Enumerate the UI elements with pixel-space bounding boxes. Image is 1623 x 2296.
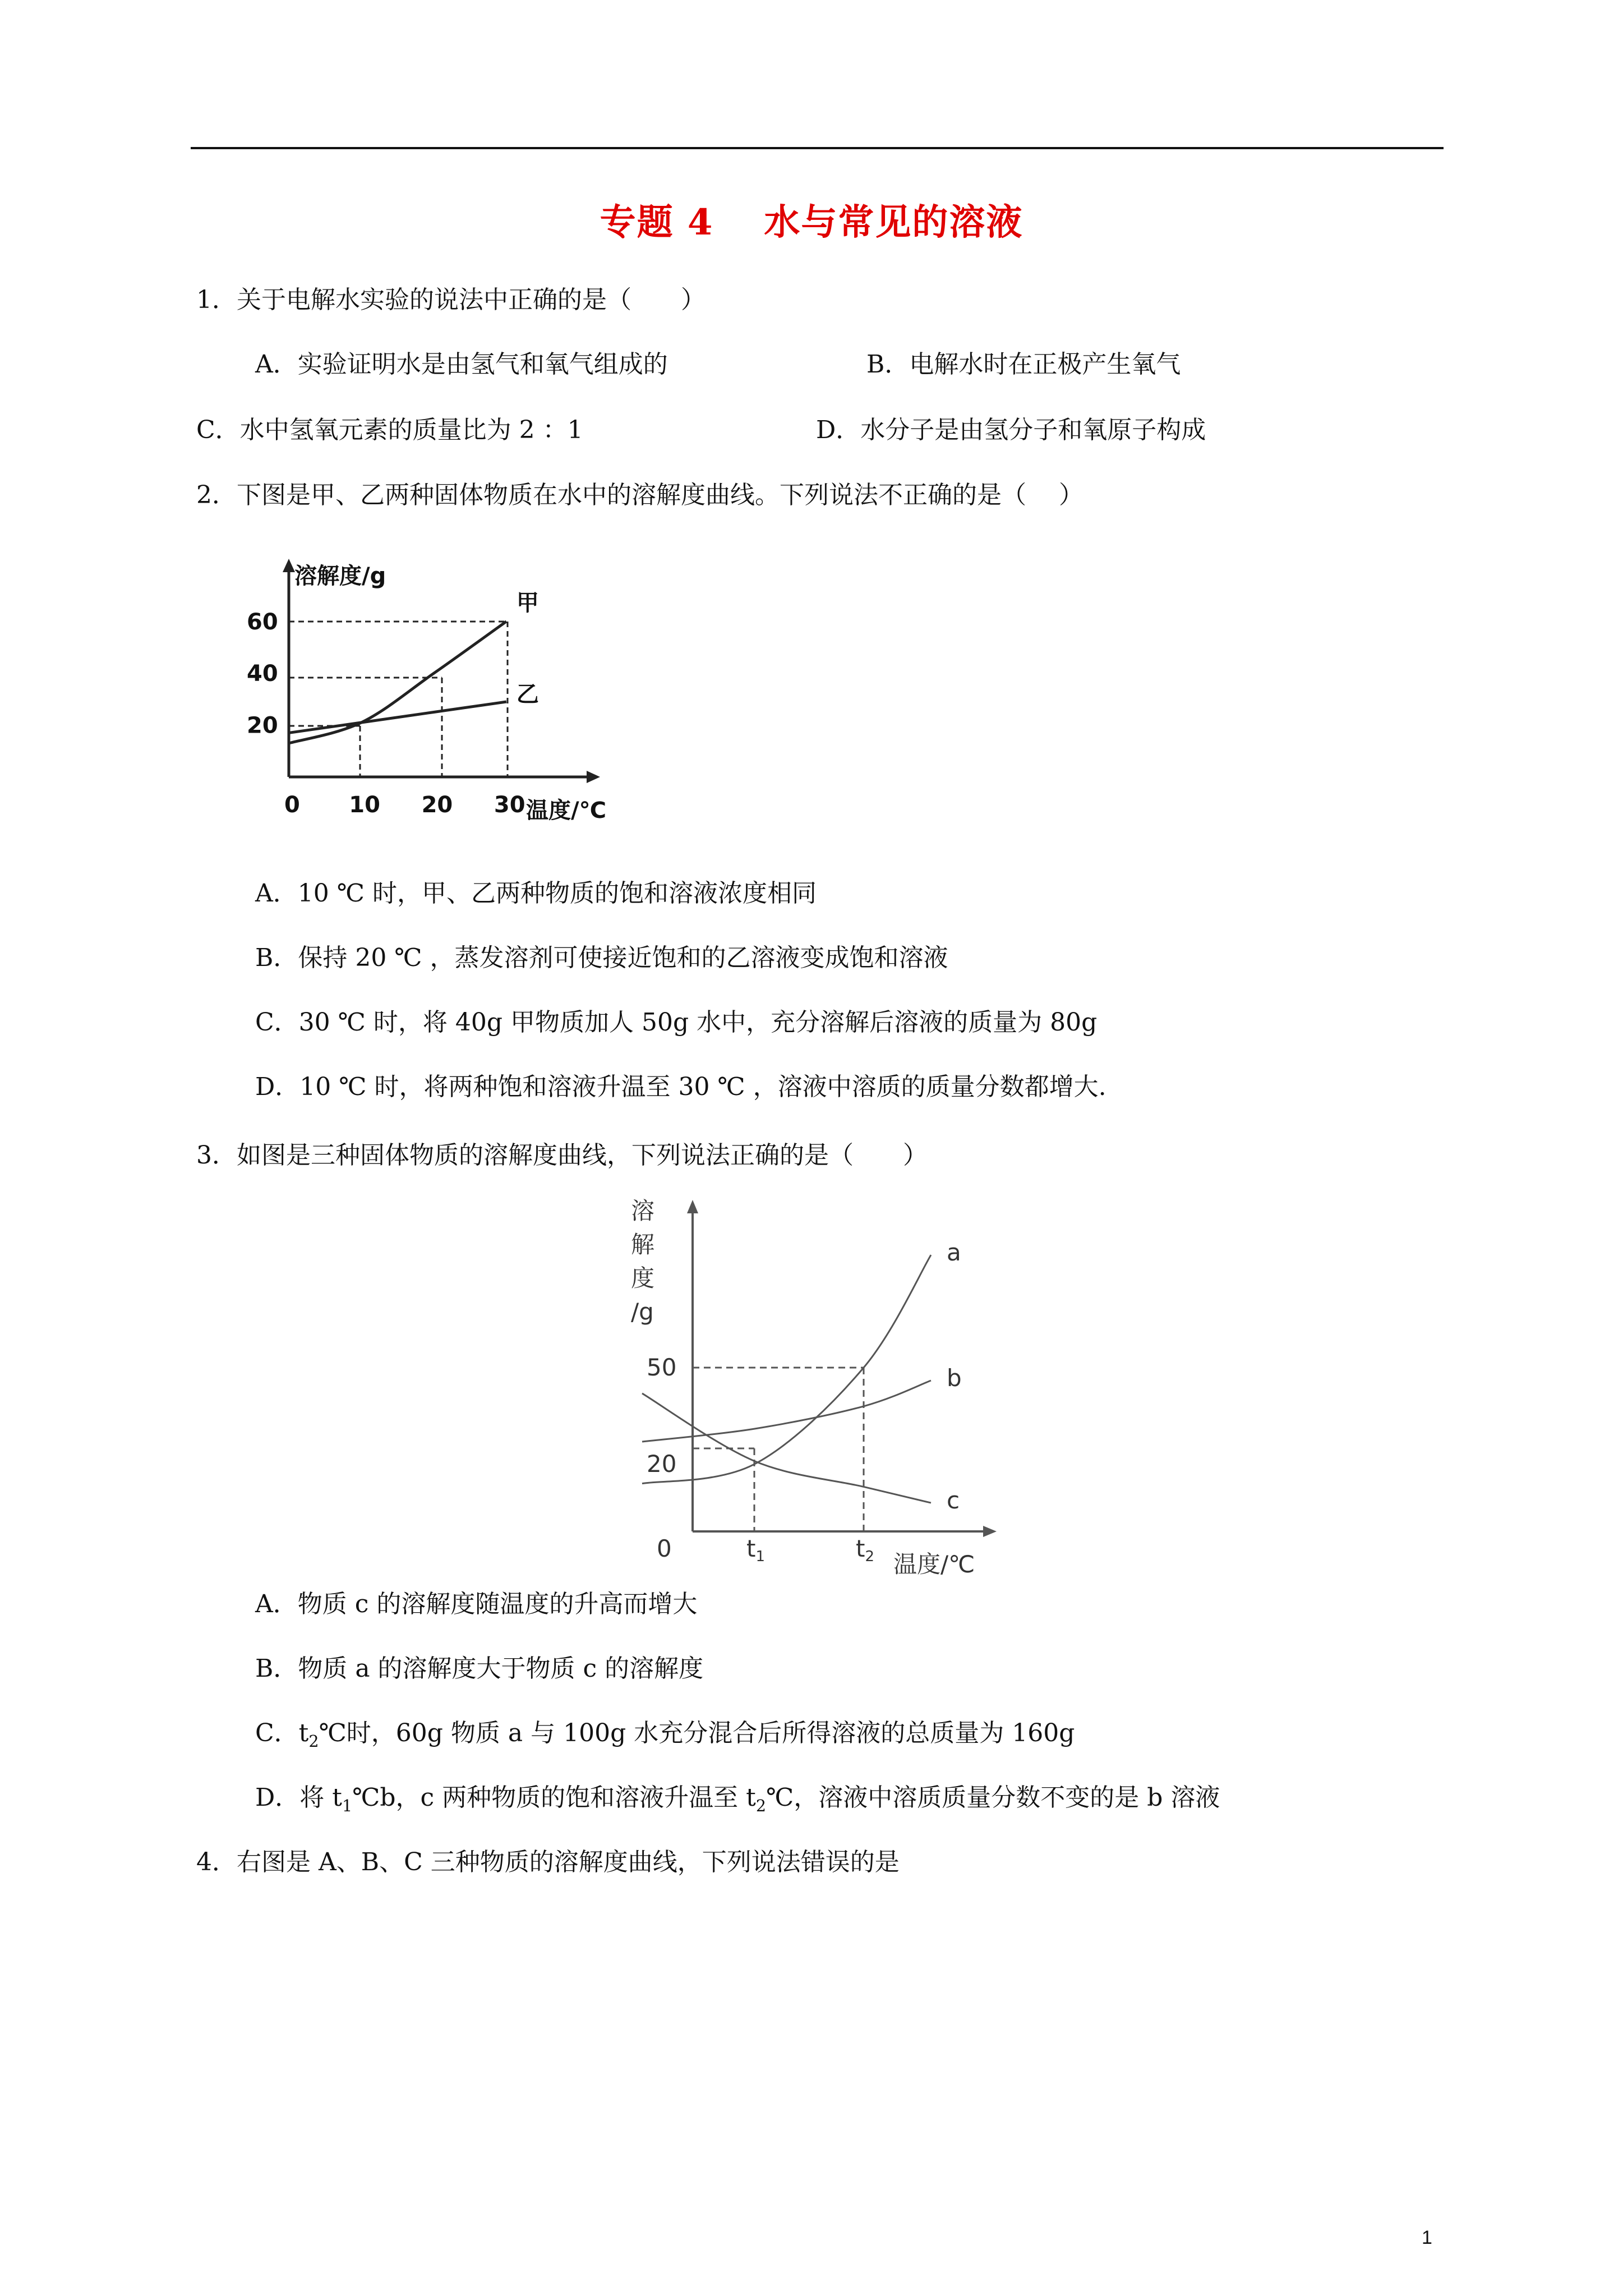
question-2-option-a: A．10 ℃ 时，甲、乙两种物质的饱和溶液浓度相同 <box>255 879 817 908</box>
x-tick-label: 0 <box>284 792 300 818</box>
y-tick-label: 40 <box>247 661 278 687</box>
question-1-option-b: B．电解水时在正极产生氧气 <box>866 350 1181 379</box>
question-3-option-b: B．物质 a 的溶解度大于物质 c 的溶解度 <box>255 1654 704 1683</box>
x-tick-label: t1 <box>746 1535 766 1565</box>
x-tick-label: t2 <box>856 1535 875 1565</box>
x-tick-label: 20 <box>421 792 453 818</box>
y-axis-label-char: 解 <box>631 1231 655 1258</box>
y-axis-label-char: 溶 <box>631 1197 655 1225</box>
question-2-stem: 2．下图是甲、乙两种固体物质在水中的溶解度曲线。下列说法不正确的是（ ） <box>196 481 1083 509</box>
series-label-yi: 乙 <box>516 682 539 708</box>
question-2-option-c: C．30 ℃ 时，将 40g 甲物质加人 50g 水中，充分溶解后溶液的质量为 80g <box>255 1008 1098 1037</box>
top-rule <box>191 147 1444 149</box>
question-3-stem: 3．如图是三种固体物质的溶解度曲线，下列说法正确的是（ ） <box>196 1141 928 1170</box>
page-title <box>0 194 1623 245</box>
question-3-option-d: D．将 $t_1℃b$，c 两种物质的饱和溶液升温至 $t_2℃$，溶液中溶质质量分数不变的是 b 溶液 <box>255 1783 1220 1815</box>
series-line-jia <box>289 622 506 743</box>
solubility-chart-2 <box>631 1192 1012 1579</box>
series-line-b <box>642 1381 931 1442</box>
question-3-option-c: C．$t_2℃$时，60g 物质 a 与 100g 水充分混合后所得溶液的总质量为 160g <box>255 1719 1075 1751</box>
solubility-chart-1 <box>241 555 673 841</box>
y-tick-label: 20 <box>647 1450 677 1478</box>
title-name: 水与常见的溶液 <box>764 201 1023 243</box>
series-label-c: c <box>947 1487 960 1515</box>
x-tick-label: 0 <box>657 1535 672 1562</box>
question-3-option-a: A．物质 c 的溶解度随温度的升高而增大 <box>255 1590 698 1618</box>
series-label-a: a <box>947 1239 961 1267</box>
y-tick-label: 60 <box>247 609 278 635</box>
question-2-option-b: B．保持 20 ℃ ，蒸发溶剂可使接近饱和的乙溶液变成饱和溶液 <box>255 944 948 972</box>
series-line-a <box>642 1255 931 1484</box>
question-1-option-c: C．水中氢氧元素的质量比为 2 ：1 <box>196 416 583 444</box>
y-axis-label-char: 度 <box>631 1264 655 1292</box>
y-tick-label: 50 <box>647 1354 677 1381</box>
series-label-jia: 甲 <box>516 590 539 616</box>
y-tick-label: 20 <box>247 712 278 739</box>
y-axis-label: 溶解度/g <box>294 563 386 589</box>
x-axis-label: 温度/℃ <box>526 798 607 823</box>
title-topic: 专题 4 <box>600 201 714 243</box>
question-2-option-d: D．10 ℃ 时，将两种饱和溶液升温至 30 ℃ ，溶液中溶质的质量分数都增大. <box>255 1073 1106 1101</box>
x-tick-label: 30 <box>494 792 525 818</box>
question-1-option-a: A．实验证明水是由氢气和氧气组成的 <box>255 350 668 379</box>
series-label-b: b <box>947 1364 962 1392</box>
question-1-stem: 1．关于电解水实验的说法中正确的是（ ） <box>196 286 706 314</box>
x-tick-label: 10 <box>349 792 380 818</box>
question-4-stem: 4．右图是 A、B、C 三种物质的溶解度曲线，下列说法错误的是 <box>196 1848 900 1876</box>
y-axis-label-char: /g <box>631 1298 654 1326</box>
series-line-yi <box>289 702 506 733</box>
page-number: 1 <box>1422 2227 1432 2248</box>
x-axis-label: 温度/℃ <box>893 1550 975 1578</box>
question-1-option-d: D．水分子是由氢分子和氧原子构成 <box>816 416 1206 444</box>
series-line-c <box>642 1393 931 1503</box>
